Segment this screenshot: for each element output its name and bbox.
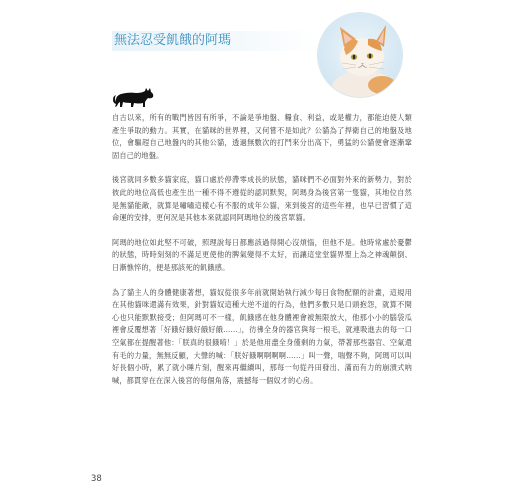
page-number: 38 (91, 474, 102, 484)
article-body (112, 112, 412, 399)
cat-photo-icon (318, 13, 402, 97)
chapter-title-bar (112, 31, 318, 51)
cat-photo-illustration (318, 13, 402, 97)
paragraph: 後宮就同多數多貓家庭，貓口處於停滯零成長的狀態，貓咪們不必面對外來的新勢力，對於彼此的地位高低也產生出一種不得不遵從的認同默契，阿瑪身為後宮第一隻貓，其地位自然是無貓能敵，就算是嘯嘯這樣心有不服的成年公貓，來到後宮的這些年裡，也早已習慣了這命運的安排，更何況是其他本來就認同阿瑪地位的後宮眾貓。 (112, 175, 412, 223)
paragraph: 阿瑪的地位如此堅不可破，照理說每日都應該過得開心沒煩惱，但他不是。他時常處於憂鬱的狀態，時時刻刻的不滿足更使他的脾氣變得不太好，而讓這堂堂貓界聖上為之神魂顛倒、日漸憔悴的，便是那該死的飢餓感。 (112, 237, 412, 272)
walking-cat-icon (112, 86, 156, 108)
chapter-title: 無法忍受飢餓的阿瑪 (114, 33, 232, 48)
paragraph: 為了貓主人的身體健康著想，貓奴從很多年前就開始執行減少每日食物配額的計畫，這規用在其他貓咪還滿有效果，針對貓奴這種大逆不道的行為，他們多數只是口頭抱怨，就算不開心也只能默默接受；但阿瑪可不一樣，飢餓感在他身體裡會被無限放大，他那小小的腦袋瓜裡會反覆想著「好餓好餓好餓好餓……」，彷彿全身的器官與每一根毛，就連吸進去的每一口空氣都在提醒著他：「朕真的很餓唷！」於是他用盡全身僅剩的力氣，帶著那些器官、空氣還有毛的力量，無無反顧，大聲的喊：「朕好餓啊啊啊啊……」叫一聲，喘聲不夠，阿瑪可以叫好長個小時，累了就小睡片刻，醒來再繼續叫，那每一句從丹田發出、滿而有力的崩潰式吶喊，都貫穿在在深入後宮的每個角落，震撼每一個奴才的心房。 (112, 287, 412, 385)
paragraph: 自古以來，所有的戰門皆因有所爭，不論是爭地盤、糧食、利益，或是權力，都能迫使人類產生爭取的動力。其實，在貓咪的世界裡，又何嘗不是如此？公貓為了捍衛自己的地盤及地位，會驅趕自己地盤內的其他公貓，透過無數次的打鬥來分出高下，勇猛的公貓便會逐漸鞏固自己的地盤。 (112, 113, 412, 160)
